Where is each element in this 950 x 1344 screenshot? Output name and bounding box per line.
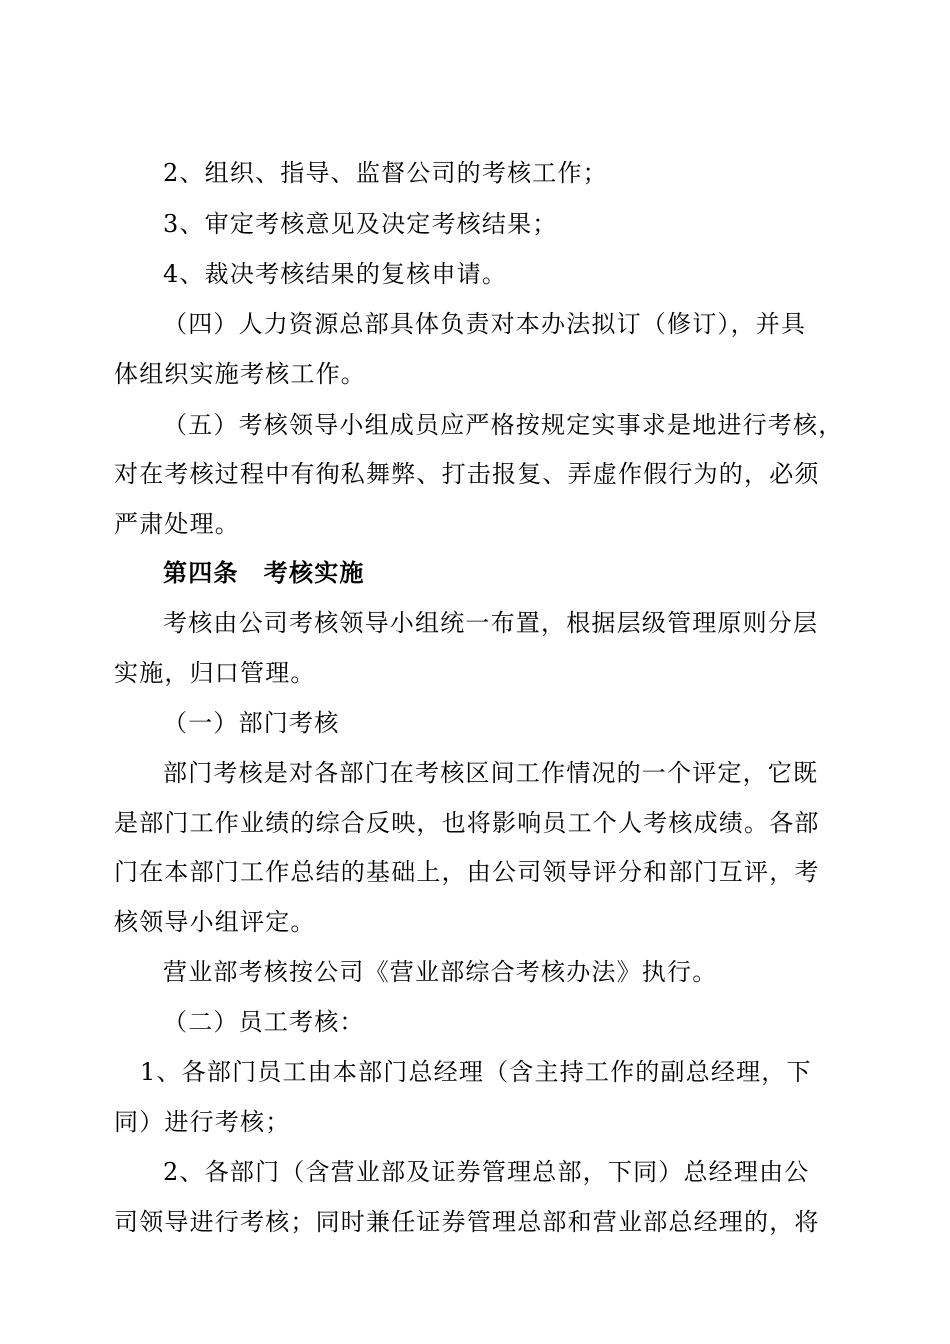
paragraph-line: （五）考核领导小组成员应严格按规定实事求是地进行考核， xyxy=(163,411,844,439)
paragraph-line: 严肃处理。 xyxy=(114,510,240,538)
section-heading: 第四条 考核实施 xyxy=(163,558,365,587)
paragraph-line: 门在本部门工作总结的基础上，由公司领导评分和部门互评，考 xyxy=(114,858,820,886)
paragraph-line: 核领导小组评定。 xyxy=(114,908,316,936)
list-item: 2、组织、指导、监督公司的考核工作； xyxy=(163,159,608,187)
paragraph-line: 司领导进行考核；同时兼任证券管理总部和营业部总经理的，将 xyxy=(114,1208,820,1236)
paragraph-line: （四）人力资源总部具体负责对本办法拟订（修订），并具 xyxy=(163,310,807,338)
list-item: 2、各部门（含营业部及证券管理总部，下同）总经理由公 xyxy=(163,1158,810,1186)
paragraph-line: 对在考核过程中有徇私舞弊、打击报复、弄虚作假行为的，必须 xyxy=(114,460,820,488)
paragraph-line: 部门考核是对各部门在考核区间工作情况的一个评定，它既 xyxy=(163,759,819,787)
paragraph-line: 同）进行考核； xyxy=(114,1108,291,1136)
paragraph-line: 体组织实施考核工作。 xyxy=(114,360,366,388)
paragraph-line: 是部门工作业绩的综合反映，也将影响员工个人考核成绩。各部 xyxy=(114,809,820,837)
paragraph-line: 实施，归口管理。 xyxy=(114,659,316,687)
list-item: 3、审定考核意见及决定考核结果； xyxy=(163,210,558,238)
list-item: 1、各部门员工由本部门总经理（含主持工作的副总经理，下 xyxy=(140,1058,812,1086)
list-item: 4、裁决考核结果的复核申请。 xyxy=(163,260,508,288)
subsection-heading: （一）部门考核 xyxy=(163,709,340,737)
paragraph-line: 营业部考核按公司《营业部综合考核办法》执行。 xyxy=(163,958,718,986)
subsection-heading: （二）员工考核： xyxy=(163,1008,365,1036)
paragraph-line: 考核由公司考核领导小组统一布置，根据层级管理原则分层 xyxy=(163,609,819,637)
